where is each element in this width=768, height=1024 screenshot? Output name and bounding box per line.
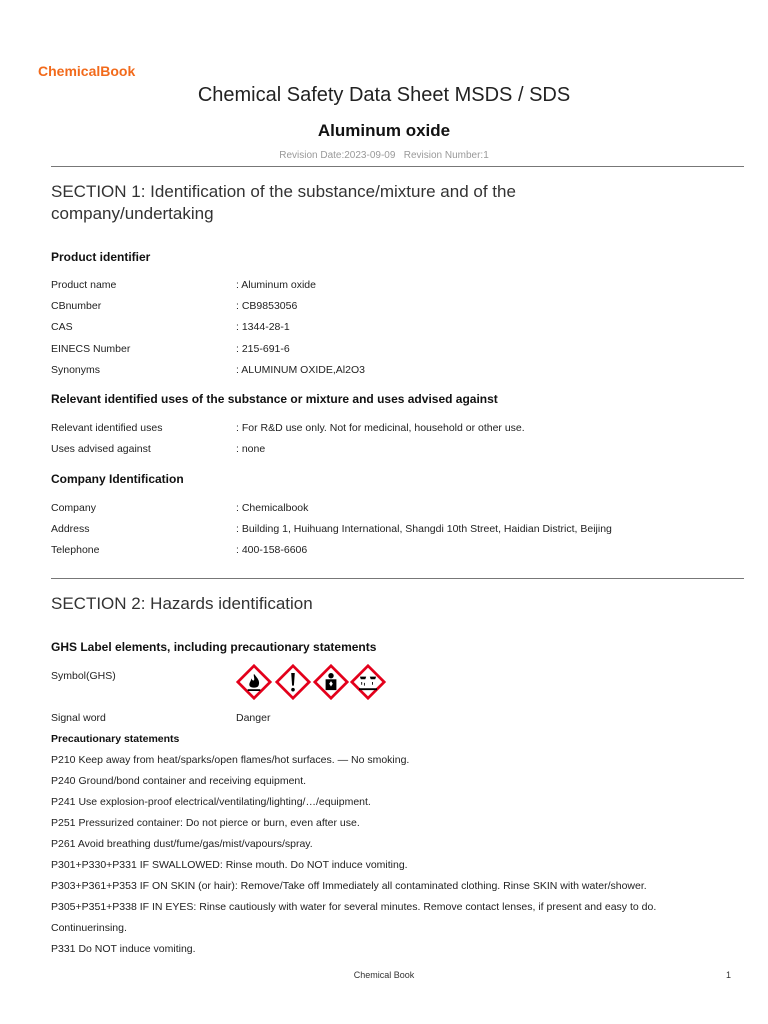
document-title: Chemical Safety Data Sheet MSDS / SDS — [197, 84, 571, 106]
precautionary-statement: P210 Keep away from heat/sparks/open flames/hot surfaces. — No smoking. — [51, 754, 410, 766]
synonyms-label: Synonyms — [51, 364, 101, 376]
uses-advised-against-value: : none — [236, 443, 266, 455]
synonyms-value: : ALUMINUM OXIDE,Al2O3 — [236, 364, 365, 376]
corrosion-pictogram-icon — [350, 664, 386, 700]
flame-pictogram-icon — [236, 664, 272, 700]
brand-logo: ChemicalBook — [38, 63, 136, 79]
precautionary-statement: P251 Pressurized container: Do not pierce or burn, even after use. — [51, 817, 360, 829]
section2-title: SECTION 2: Hazards identification — [51, 594, 313, 613]
uses-heading: Relevant identified uses of the substance or mixture and uses advised against — [51, 392, 498, 406]
precautionary-statement: P331 Do NOT induce vomiting. — [51, 943, 196, 955]
product-title: Aluminum oxide — [317, 121, 451, 140]
section-divider — [51, 578, 744, 579]
address-label: Address — [51, 523, 90, 535]
product-name-label: Product name — [51, 279, 117, 291]
product-identifier-heading: Product identifier — [51, 250, 151, 264]
footer-center-text: Chemical Book — [353, 970, 415, 980]
signal-word-label: Signal word — [51, 712, 106, 724]
signal-word-value: Danger — [236, 712, 271, 724]
company-value: : Chemicalbook — [236, 502, 309, 514]
precautionary-statement: P240 Ground/bond container and receiving equipment. — [51, 775, 307, 787]
precautionary-statement: P241 Use explosion-proof electrical/ventilating/lighting/…/equipment. — [51, 796, 371, 808]
company-identification-heading: Company Identification — [51, 472, 184, 486]
cas-label: CAS — [51, 321, 73, 333]
precautionary-heading: Precautionary statements — [51, 733, 180, 745]
revision-info: Revision Date:2023-09-09 Revision Number:1 — [279, 150, 489, 161]
einecs-value: : 215-691-6 — [236, 343, 290, 355]
exclamation-pictogram-icon — [275, 664, 311, 700]
section1-title: SECTION 1: Identification of the substance/mixture and of the company/undertaking — [51, 182, 516, 223]
uses-advised-against-label: Uses advised against — [51, 443, 151, 455]
telephone-value: : 400-158-6606 — [236, 544, 308, 556]
page-number: 1 — [725, 970, 731, 980]
precautionary-statement: P303+P361+P353 IF ON SKIN (or hair): Remove/Take off Immediately all contaminated clothing. Rinse SKIN with water/shower. — [51, 880, 647, 892]
relevant-uses-value: : For R&D use only. Not for medicinal, household or other use. — [236, 422, 525, 434]
cas-value: : 1344-28-1 — [236, 321, 290, 333]
product-name-value: : Aluminum oxide — [236, 279, 316, 291]
cbnumber-value: : CB9853056 — [236, 300, 298, 312]
relevant-uses-label: Relevant identified uses — [51, 422, 163, 434]
header-divider — [51, 166, 744, 167]
address-value: : Building 1, Huihuang International, Shangdi 10th Street, Haidian District, Beijing — [236, 523, 612, 535]
precautionary-statement: P301+P330+P331 IF SWALLOWED: Rinse mouth. Do NOT induce vomiting. — [51, 859, 408, 871]
cbnumber-label: CBnumber — [51, 300, 102, 312]
health-hazard-pictogram-icon — [313, 664, 349, 700]
symbol-ghs-label: Symbol(GHS) — [51, 670, 116, 682]
company-label: Company — [51, 502, 96, 514]
precautionary-statement: Continuerinsing. — [51, 922, 127, 934]
telephone-label: Telephone — [51, 544, 100, 556]
precautionary-statement: P305+P351+P338 IF IN EYES: Rinse cautiously with water for several minutes. Remove contact lenses, if present and easy to do. — [51, 901, 657, 913]
precautionary-statement: P261 Avoid breathing dust/fume/gas/mist/vapours/spray. — [51, 838, 313, 850]
einecs-label: EINECS Number — [51, 343, 131, 355]
ghs-label-heading: GHS Label elements, including precautionary statements — [51, 640, 377, 654]
